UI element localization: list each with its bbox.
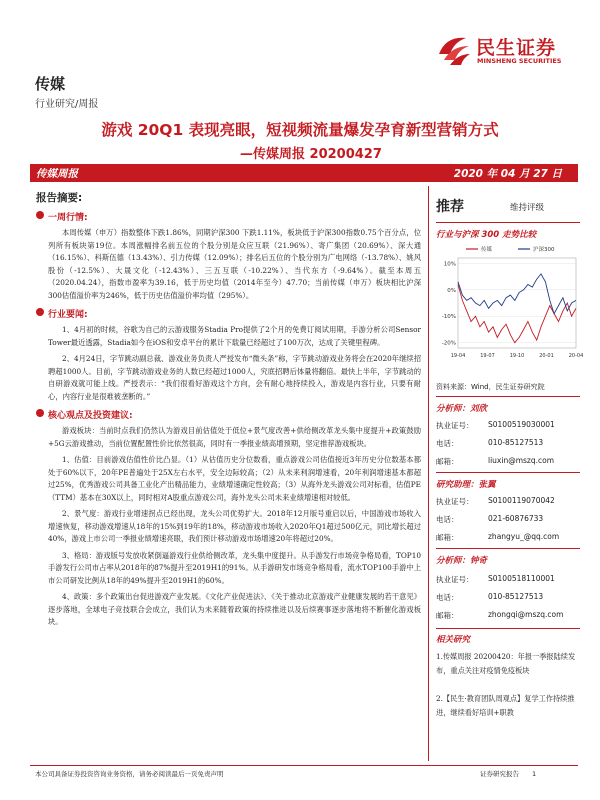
x-tick-label: 19-10: [509, 353, 525, 359]
email-row[interactable]: 邮箱： zhongqi@mszq.com: [436, 610, 564, 620]
section-heading-market: 一周行情:: [36, 210, 421, 223]
banner-label: 传媒周报: [36, 168, 78, 180]
chart-heading: 行业与沪深 300 走势比较: [436, 230, 537, 240]
y-tick-label: -10%: [441, 314, 456, 321]
section-heading-news: 行业要闻:: [36, 307, 421, 320]
chart-source: 资料来源：Wind，民生证券研究院: [436, 383, 545, 391]
rule-line: [436, 222, 580, 223]
related-heading: 相关研究: [436, 635, 471, 645]
related-item[interactable]: 2.【民生·教育团队周观点】复学工作持续推进，继续看好培训+职教: [436, 694, 575, 717]
rule-line: [436, 548, 580, 549]
views-paragraph: 3、格局：游戏版号发放收紧倒逼游戏行业供给侧改革，龙头集中度提升。从手游发行市场竞争格局看，TOP10手游发行公司市占率从2018年的87%提升至2019H1的91%。从手游研发市场竞争格局看，流水TOP100手游中上市公司研发比例从18年的49%提升至2019H1的60%。: [48, 550, 421, 585]
cert-row: 执业证号： S0100519030001: [436, 420, 555, 430]
summary-column: [36, 186, 421, 629]
report-date: 2020 年 04 月 27 日: [453, 168, 562, 180]
y-tick-label: -20%: [441, 340, 456, 347]
views-paragraph: 1、估值：目前游戏估值性价比凸显。（1）从估值历史分位数看，重点游戏公司估值接近3年历史分位数基本都处于60%以下，20年PE普遍处于25X左右水平，安全边际较高；（2）从未来利润增速看，20年利润增速基本都超过25%，优秀游戏公司具备工业化产出精品能力，业绩增速确定性较高；（3）从海外龙头游戏公司对标看，估值PE（TTM）基本在30X以上，同时相对A股重点游戏公司，海外龙头公司未来业绩增速相对较低。: [48, 455, 421, 502]
x-tick-label: 19-04: [450, 353, 466, 359]
analyst-heading: 分析师：刘欣: [436, 404, 488, 414]
legend-label: 传媒: [481, 247, 493, 253]
logo-mark-icon: [436, 32, 472, 68]
news-paragraph: 2、4月24日，字节跳动副总裁、游戏业务负责人严授发布“微头条”称，字节跳动游戏业务将会在2020年继续招聘超1000人。目前，字节跳动游戏业务的人数已经超过1000人，究底招聘后体量将翻倍。最快上半年，字节跳动的自研游戏就可能上线。严授表示：“我们很看好游戏这个方向，会有耐心地持续投入，游戏是内容行业，只要有耐心，内容行业是很难被垄断的。”: [48, 354, 421, 401]
cert-row: 执业证号： S0100119070042: [436, 496, 555, 506]
footer-disclaimer: 本公司具备证券投资咨询业务资格，请务必阅读最后一页免责声明: [35, 770, 224, 778]
email-row[interactable]: 邮箱： zhangyu_@qq.com: [436, 532, 560, 542]
news-paragraph: 1、4月初的时候，谷歌为自己的云游戏服务Stadia Pro提供了2个月的免费订阅试用期，手游分析公司Sensor Tower最近透露，Stadia如今在iOS和安卓平台的累计下载量已经超过了100万次，达成了关键里程碑。: [48, 325, 421, 347]
y-tick-label: 0%: [447, 287, 456, 294]
y-tick-label: 10%: [443, 261, 456, 268]
related-item[interactable]: 1.传媒周报 20200420：年报一季报陆续发布，重点关注对疫情免疫板块: [436, 652, 576, 675]
logo-english-text: MINSHENG SECURITIES: [477, 57, 562, 65]
rule-line: [436, 472, 580, 473]
summary-heading: 报告摘要:: [36, 192, 83, 204]
cert-row: 执业证号： S0100518110001: [436, 574, 555, 584]
series-line-media: [458, 285, 576, 343]
x-tick-label: 20-04: [568, 353, 584, 359]
x-tick-label: 20-01: [539, 353, 554, 359]
report-category: 行业研究/周报: [35, 99, 99, 110]
industry-title: 传媒: [35, 75, 66, 93]
analyst-heading: 研究助理：张翼: [436, 480, 496, 490]
logo-chinese-text: 民生证券: [476, 37, 557, 59]
rating: 维持评级: [510, 203, 545, 213]
rule-line: [436, 396, 580, 397]
series-line-hs300: [458, 274, 576, 314]
bullet-icon: [36, 211, 44, 219]
rule-line: [436, 628, 580, 629]
views-paragraph: 2、景气度：游戏行业增速拐点已经出现，龙头公司优势扩大。2018年12月版号重启以后，中国游戏市场收入增速恢复，移动游戏增速从18年的15%到19年的18%，移动游戏市场收入2020年Q1超过500亿元，同比增长超过40%，游戏上市公司一季报业绩增速亮眼，我们预计移动游戏市场增速20年将超过20%。: [48, 509, 421, 543]
tel-row: 电话： 010-85127513: [436, 592, 544, 602]
report-banner: [30, 164, 578, 182]
views-paragraph: 游戏板块：当前时点我们仍然认为游戏目前估值处于低位+景气度改善+供给侧改革龙头集中度提升+政策鼓励+5G云游戏推动，当前位置配置性价比依然很高，同时有一季报业绩高增预期，坚定推荐游戏板块。: [48, 426, 421, 448]
tel-row: 电话： 021-60876733: [436, 514, 544, 524]
report-title: 游戏 20Q1 表现亮眼，短视频流量爆发孕育新型营销方式: [101, 121, 499, 139]
legend-label: 沪深300: [533, 247, 555, 253]
trend-chart: [436, 240, 584, 370]
market-paragraph: 本周传媒（申万）指数整体下跌1.86%，同期沪深300 下跌1.11%，板块低于沪深300指数0.75个百分点，位列所有板块第19位。本周涨幅排名前五位的个股分别是众应互联（21.96%）、寄广集团（20.69%）、深大通（16.15%）、科斯伍德（13.43%）、引力传媒（12.09%）；排名后五位的个股分别为广电网络（-13.78%）、姚风股份（-12.5%）、大晟文化（-12.43%）、三五互联（-10.22%）、当代东方（-9.64%）。截至本周五（2020.04.24），指数市盈率为39.16，低于历史均值（2014年至今）47.70；当前传媒（申万）板块相比沪深300估值溢价率为246%，低于历史估值溢价率均值（295%）。: [48, 228, 421, 300]
footer-page: 证券研究报告 1: [480, 770, 537, 778]
footer-rule: [30, 765, 578, 766]
recommendation: 推荐: [436, 199, 464, 215]
bullet-icon: [36, 308, 44, 316]
analyst-heading: 分析师：钟奇: [436, 556, 488, 566]
views-paragraph: 4、政策：多个政策出台促进游戏产业发展。《文化产业促进法》、《关于推动北京游戏产业健康发展的若干意见》逐步落地，全球电子竞技联合会成立，我们认为未来随着政策的持续推进以及后续赛事逐步落地将不断催化游戏板块。: [48, 592, 421, 626]
x-tick-label: 19-07: [480, 353, 495, 359]
column-divider: [428, 186, 429, 761]
report-subtitle: —传媒周报 20200427: [240, 147, 382, 162]
tel-row: 电话： 010-85127513: [436, 438, 544, 448]
email-row[interactable]: 邮箱： liuxin@mszq.com: [436, 456, 555, 466]
company-logo: [436, 32, 576, 70]
bullet-icon: [36, 409, 44, 417]
section-heading-views: 核心观点及投资建议:: [36, 408, 421, 421]
